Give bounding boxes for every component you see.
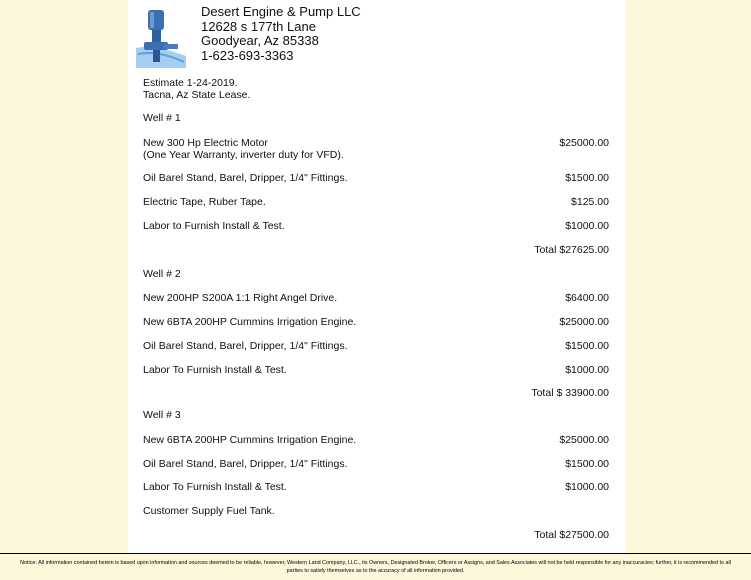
well-1-item-1-desc: New 300 Hp Electric Motor: [143, 137, 268, 149]
well-2-total: Total $ 33900.00: [531, 387, 609, 399]
estimate-location: Tacna, Az State Lease.: [143, 89, 251, 101]
company-address-line2: Goodyear, Az 85338: [201, 33, 319, 48]
well-1-item-3-desc: Electric Tape, Ruber Tape.: [143, 196, 266, 208]
well-3-item-3-amount: $1000.00: [565, 481, 609, 493]
well-2-item-2-amount: $25000.00: [559, 316, 609, 328]
estimate-date: Estimate 1-24-2019.: [143, 77, 238, 89]
well-3-item-1-desc: New 6BTA 200HP Cummins Irrigation Engine.: [143, 434, 357, 446]
well-1-item-2-desc: Oil Barel Stand, Barel, Dripper, 1/4" Fittings.: [143, 172, 348, 184]
well-2-item-4-amount: $1000.00: [565, 364, 609, 376]
estimate-document: [128, 0, 626, 553]
footer-divider: [0, 553, 751, 554]
footer-notice: Notice: All information contained herein is based upon information and sources deemed to be reliable, however, Western Land Company, LLC., its Owners, Designated Broker, Officers or Assigns, and Sales Associates will not be held responsible for any inaccuracies; further, it is recommended to all parties to satisfy themselves as to the accuracy of all information provided.: [20, 560, 731, 574]
well-2-item-2-desc: New 6BTA 200HP Cummins Irrigation Engine.: [143, 316, 357, 328]
well-1-item-1-amount: $25000.00: [559, 137, 609, 149]
well-1-item-1-desc2: (One Year Warranty, inverter duty for VFD).: [143, 149, 344, 161]
well-2-title: Well # 2: [143, 268, 181, 280]
well-1-item-4-amount: $1000.00: [565, 220, 609, 232]
well-1-item-2-amount: $1500.00: [565, 172, 609, 184]
well-3-item-3-desc: Labor To Furnish Install & Test.: [143, 481, 287, 493]
well-1-total: Total $27625.00: [534, 244, 609, 256]
well-1-item-4-desc: Labor to Furnish Install & Test.: [143, 220, 285, 232]
well-2-item-1-desc: New 200HP S200A 1:1 Right Angel Drive.: [143, 292, 338, 304]
company-phone: 1-623-693-3363: [201, 47, 294, 63]
pump-logo-icon: [134, 6, 188, 68]
well-1-title: Well # 1: [143, 112, 181, 124]
well-1-item-3-amount: $125.00: [571, 196, 609, 208]
well-3-title: Well # 3: [143, 409, 181, 421]
well-3-item-2-amount: $1500.00: [565, 458, 609, 470]
well-3-item-4-desc: Customer Supply Fuel Tank.: [143, 505, 275, 517]
well-2-item-3-desc: Oil Barel Stand, Barel, Dripper, 1/4" Fittings.: [143, 340, 348, 352]
well-2-item-1-amount: $6400.00: [565, 292, 609, 304]
well-2-item-3-amount: $1500.00: [565, 340, 609, 352]
well-3-total: Total $27500.00: [534, 529, 609, 541]
well-3-item-1-amount: $25000.00: [559, 434, 609, 446]
well-2-item-4-desc: Labor To Furnish Install & Test.: [143, 364, 287, 376]
company-info: [201, 5, 361, 63]
company-address-line1: 12628 s 177th Lane: [201, 18, 316, 34]
well-3-item-2-desc: Oil Barel Stand, Barel, Dripper, 1/4" Fittings.: [143, 458, 348, 470]
company-name: Desert Engine & Pump LLC: [201, 4, 361, 19]
